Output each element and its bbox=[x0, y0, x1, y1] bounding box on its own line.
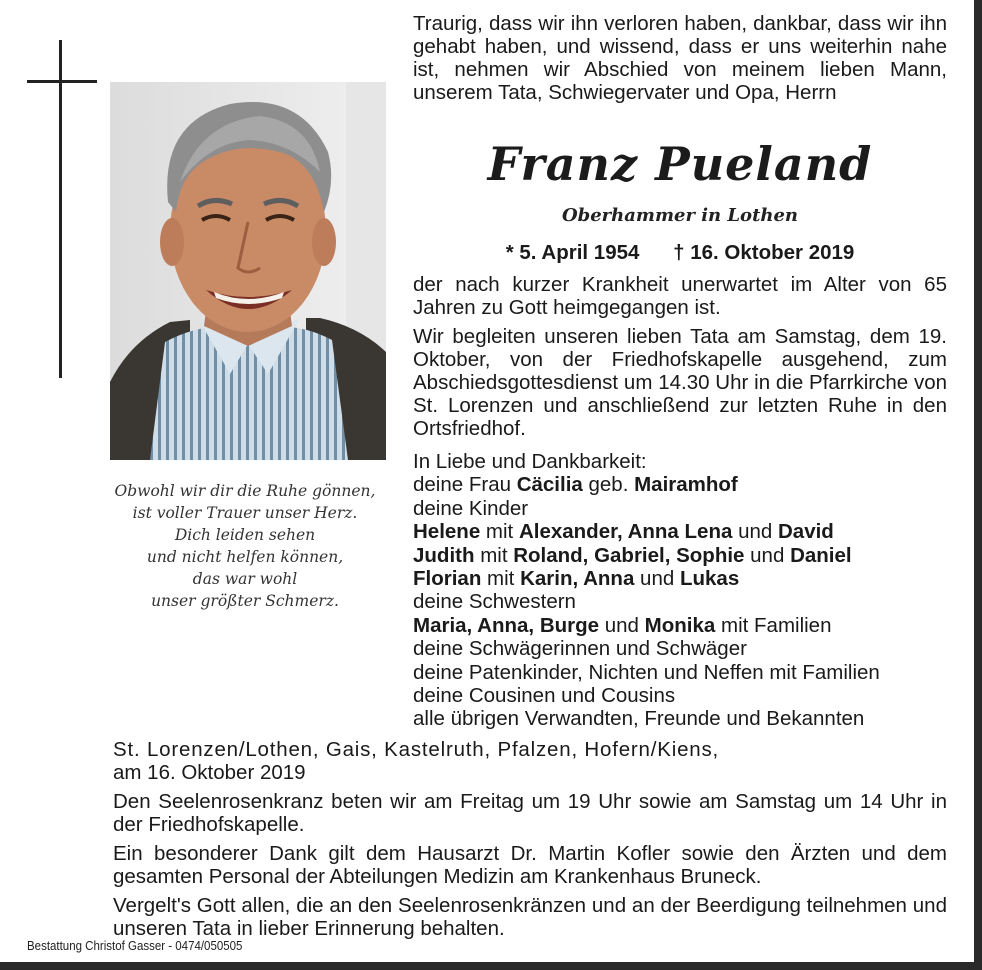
portrait-illustration bbox=[110, 82, 386, 460]
mourner-child: Florian mit Karin, Anna und Lukas bbox=[413, 567, 740, 591]
intro-block bbox=[413, 12, 947, 104]
notice-date: am 16. Oktober 2019 bbox=[113, 761, 306, 784]
funeral-details: Wir begleiten unseren lieben Tata am Samstag, dem 19. Oktober, von der Friedhofskapelle ausgehend, zum Abschiedsgottesdienst um 14.30 Uhr in die Pfarrkirche von St. Lorenzen und anschließend zur letzten Ruhe in den Ortsfriedhof. bbox=[413, 325, 947, 440]
mourners-heading: In Liebe und Dankbarkeit: bbox=[413, 450, 647, 473]
mourner-sisters: Maria, Anna, Burge und Monika mit Familien bbox=[413, 613, 832, 637]
birth-date: * 5. April 1954 bbox=[505, 241, 640, 264]
poem-line: Obwohl wir dir die Ruhe gönnen, bbox=[114, 482, 376, 500]
poem-line: unser größter Schmerz. bbox=[151, 592, 339, 610]
announcement-body bbox=[413, 273, 947, 440]
memorial-poem bbox=[90, 480, 400, 612]
funeral-home-credit: Bestattung Christof Gasser - 0474/050505 bbox=[27, 939, 243, 953]
cross-icon-vertical bbox=[59, 40, 62, 378]
mourners-list bbox=[413, 450, 947, 731]
sisters-label: deine Schwestern bbox=[413, 590, 576, 614]
poem-line: ist voller Trauer unser Herz. bbox=[132, 504, 358, 522]
closing-block bbox=[113, 738, 947, 940]
poem-line: das war wohl bbox=[192, 570, 298, 588]
border-bottom bbox=[0, 962, 982, 970]
life-dates bbox=[413, 240, 947, 266]
death-date: † 16. Oktober 2019 bbox=[673, 241, 855, 264]
mourner-child: Judith mit Roland, Gabriel, Sophie und Daniel bbox=[413, 543, 852, 567]
cross-icon-horizontal bbox=[27, 80, 97, 83]
death-announcement: der nach kurzer Krankheit unerwartet im Alter von 65 Jahren zu Gott heimgegangen ist. bbox=[413, 273, 947, 319]
portrait-photo bbox=[110, 82, 386, 460]
mourner-godchildren: deine Patenkinder, Nichten und Neffen mit Familien bbox=[413, 660, 880, 684]
mourner-inlaws: deine Schwägerinnen und Schwäger bbox=[413, 637, 747, 661]
poem-line: Dich leiden sehen bbox=[174, 526, 316, 544]
intro-text: Traurig, dass wir ihn verloren haben, dankbar, dass wir ihn gehabt haben, und wissend, dass er uns weiterhin nahe ist, nehmen wir Abschied von meinem lieben Mann, unserem Tata, Schwiegervater und Opa, Herrn bbox=[413, 12, 947, 104]
mourning-places: St. Lorenzen/Lothen, Gais, Kastelruth, Pfalzen, Hofern/Kiens, bbox=[113, 738, 720, 761]
mourner-others: alle übrigen Verwandten, Freunde und Bekannten bbox=[413, 707, 865, 731]
thanks-text: Ein besonderer Dank gilt dem Hausarzt Dr. Martin Kofler sowie den Ärzten und dem gesamten Personal der Abteilungen Medizin am Krankenhaus Bruneck. bbox=[113, 842, 947, 888]
children-label: deine Kinder bbox=[413, 496, 529, 520]
mourner-wife: deine Frau Cäcilia geb. Mairamhof bbox=[413, 473, 738, 497]
mourner-child: Helene mit Alexander, Anna Lena und David bbox=[413, 520, 834, 544]
deceased-name: Franz Pueland bbox=[487, 137, 873, 191]
closing-text: Vergelt's Gott allen, die an den Seelenrosenkränzen und an der Beerdigung teilnehmen und unseren Tata in lieber Erinnerung behalten. bbox=[113, 894, 947, 940]
deceased-place: Oberhammer in Lothen bbox=[561, 205, 799, 226]
border-right bbox=[974, 0, 982, 970]
mourner-cousins: deine Cousinen und Cousins bbox=[413, 684, 676, 708]
rosary-info: Den Seelenrosenkranz beten wir am Freitag um 19 Uhr sowie am Samstag um 14 Uhr in der Friedhofskapelle. bbox=[113, 790, 947, 836]
poem-line: und nicht helfen können, bbox=[146, 548, 344, 566]
